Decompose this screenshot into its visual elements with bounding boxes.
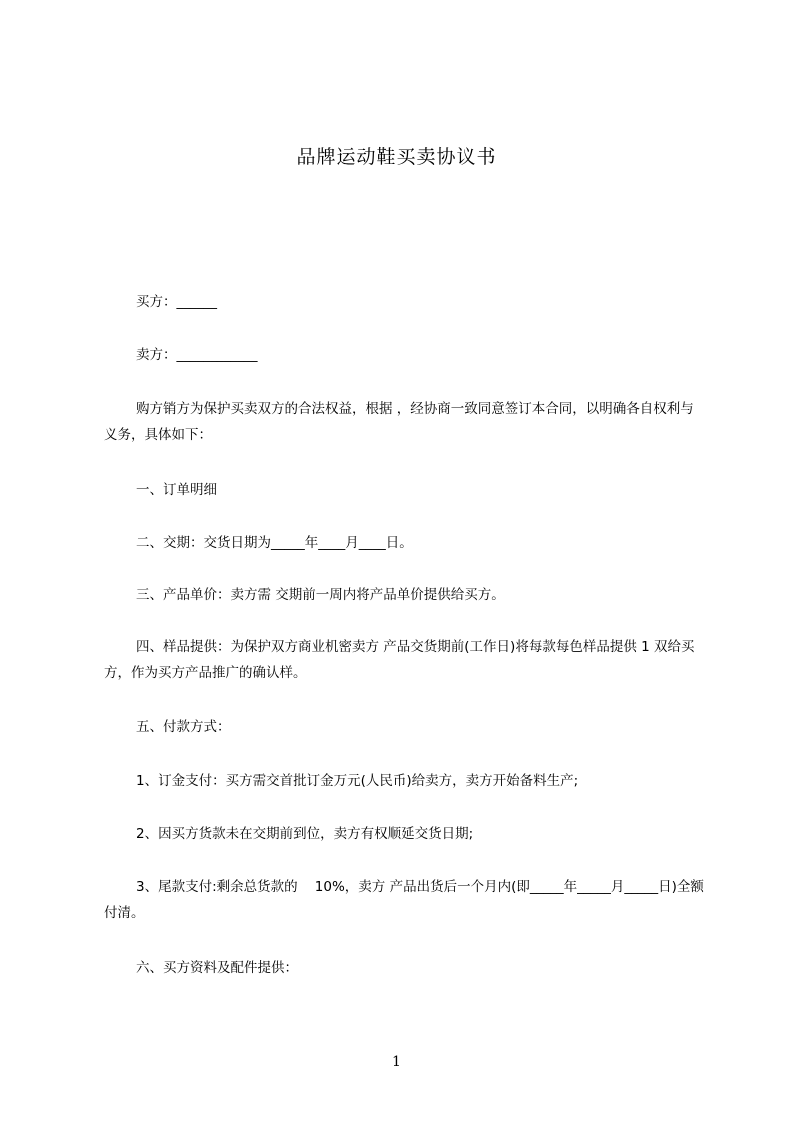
section-order-details: 一、订单明细 — [136, 482, 217, 498]
seller-line: 卖方：____________ — [136, 347, 258, 363]
intro-paragraph: 购方销方为保护买卖双方的合法权益，根据 ，经协商一致同意签订本合同，以明确各自权利与义务，具体如下： — [104, 401, 694, 443]
section-delivery: 二、交期：交货日期为_____年____月____日。 — [136, 535, 413, 551]
buyer-line: 买方：______ — [136, 294, 217, 310]
section-unit-price: 三、产品单价：卖方需 交期前一周内将产品单价提供给买方。 — [136, 587, 505, 603]
payment-delay: 2、因买方货款未在交期前到位，卖方有权顺延交货日期; — [136, 826, 474, 842]
section-buyer-materials: 六、买方资料及配件提供： — [136, 960, 298, 976]
page-number: 1 — [392, 1054, 401, 1070]
payment-deposit: 1、订金支付：买方需交首批订金万元(人民币)给卖方，卖方开始备料生产; — [136, 773, 579, 789]
document-title: 品牌运动鞋买卖协议书 — [296, 146, 497, 168]
section-payment: 五、付款方式： — [136, 719, 231, 735]
section-samples: 四、样品提供：为保护双方商业机密卖方 产品交货期前(工作日)将每款每色样品提供 1 双给买方，作为买方产品推广的确认样。 — [104, 639, 695, 681]
payment-balance: 3、尾款支付:剩余总货款的 10%，卖方 产品出货后一个月内(即_____年_____月_____日)全额付清。 — [104, 879, 704, 921]
